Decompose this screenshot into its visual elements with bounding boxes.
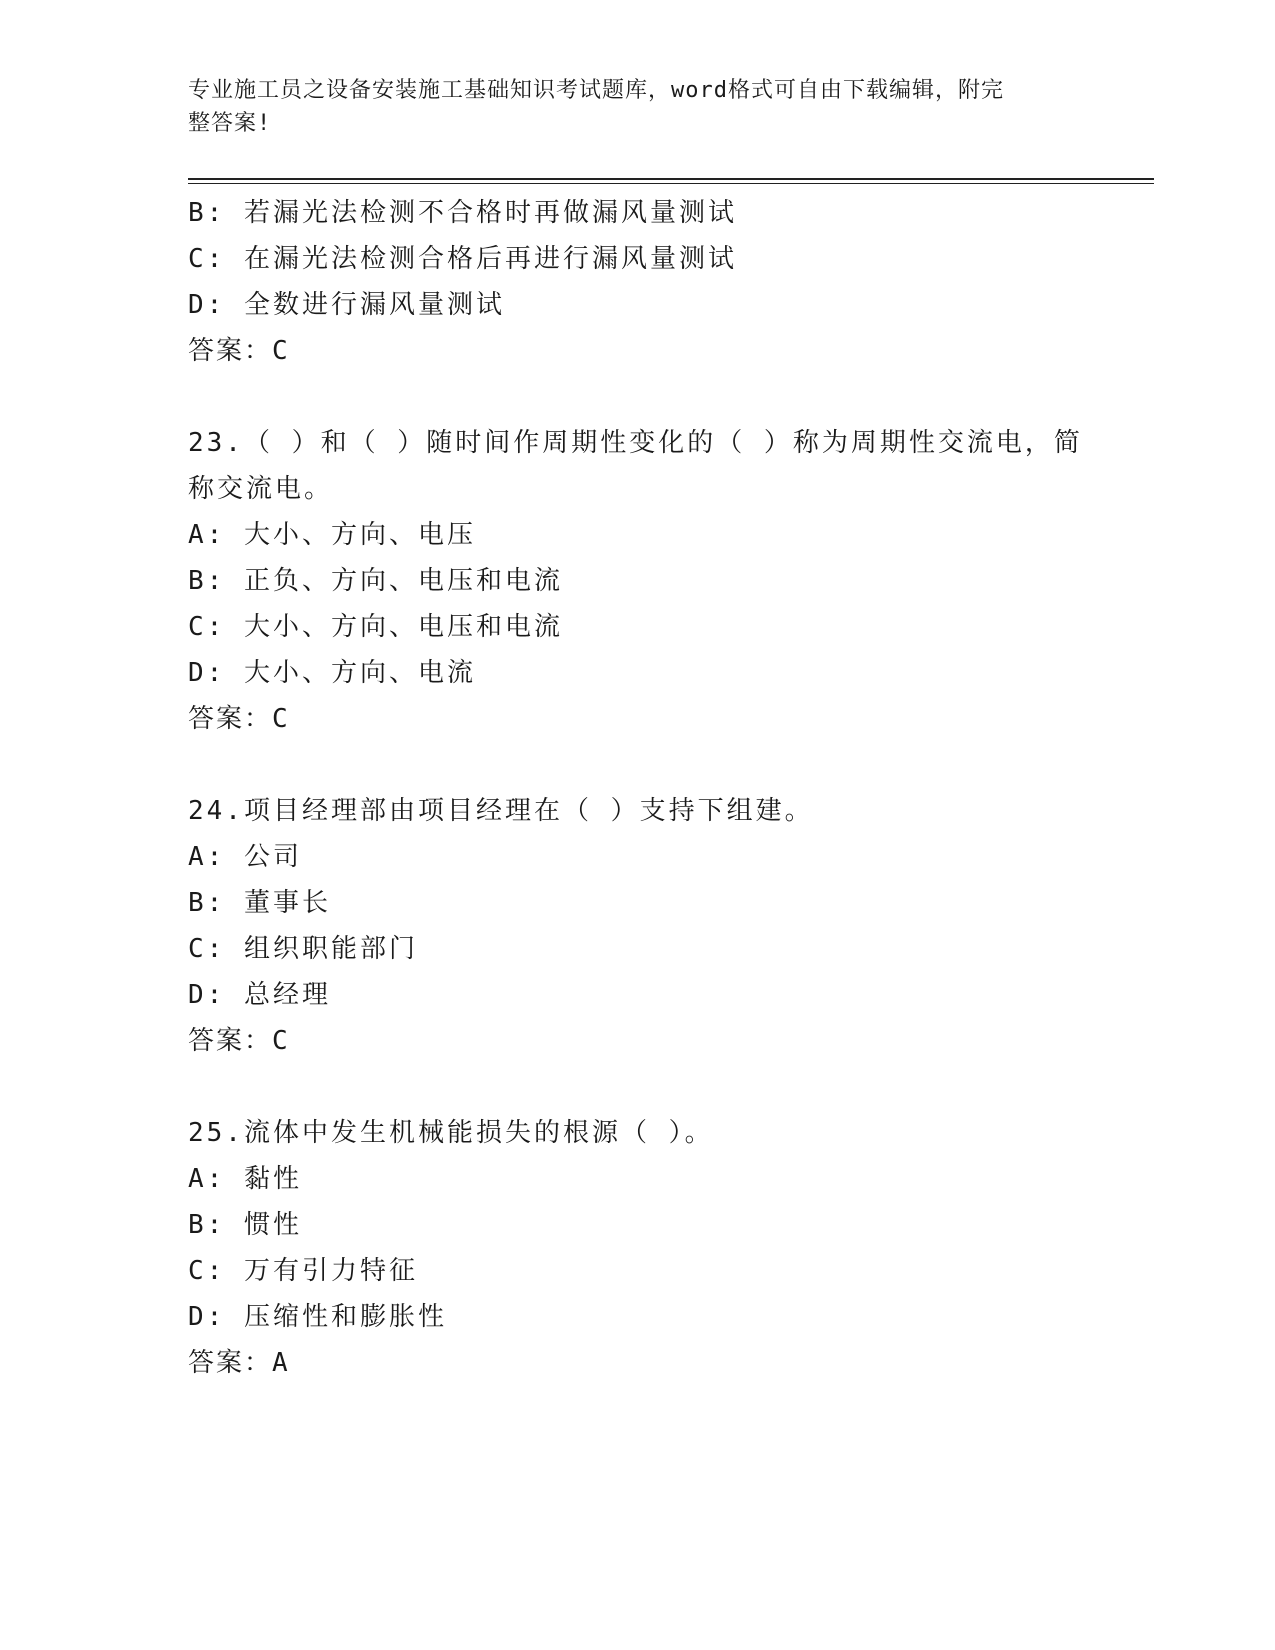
option-d: D: 压缩性和膨胀性 (188, 1302, 447, 1332)
option-d: D: 大小、方向、电流 (188, 658, 476, 688)
header-line-2: 整答案! (188, 111, 272, 136)
question-stem: 24.项目经理部由项目经理在（ ）支持下组建。 (188, 796, 814, 826)
question-24 (188, 788, 1088, 1064)
option-b: B: 正负、方向、电压和电流 (188, 566, 563, 596)
answer-line: 答案：C (188, 1026, 290, 1056)
question-23 (188, 420, 1088, 742)
header-line-1: 专业施工员之设备安装施工基础知识考试题库，word格式可自由下载编辑，附完 (188, 78, 1004, 103)
question-list (188, 190, 1088, 1386)
option-c: C: 大小、方向、电压和电流 (188, 612, 563, 642)
option-b: B: 若漏光法检测不合格时再做漏风量测试 (188, 198, 737, 228)
option-c: C: 在漏光法检测合格后再进行漏风量测试 (188, 244, 737, 274)
option-b: B: 惯性 (188, 1210, 302, 1240)
question-25 (188, 1110, 1088, 1386)
question-stem: 23.（ ）和（ ）随时间作周期性变化的（ ）称为周期性交流电，简 (188, 428, 1083, 458)
option-c: C: 组织职能部门 (188, 934, 418, 964)
option-d: D: 总经理 (188, 980, 331, 1010)
header-divider-thick (188, 178, 1154, 180)
question-gap (188, 374, 1088, 420)
option-c: C: 万有引力特征 (188, 1256, 418, 1286)
question-gap (188, 742, 1088, 788)
option-b: B: 董事长 (188, 888, 331, 918)
header-divider-thin (188, 183, 1154, 184)
question-stem: 25.流体中发生机械能损失的根源（ ）。 (188, 1118, 714, 1148)
option-a: A: 大小、方向、电压 (188, 520, 476, 550)
option-d: D: 全数进行漏风量测试 (188, 290, 505, 320)
answer-line: 答案：C (188, 704, 290, 734)
document-header (188, 74, 1068, 140)
answer-line: 答案：C (188, 336, 290, 366)
answer-line: 答案：A (188, 1348, 290, 1378)
question-gap (188, 1064, 1088, 1110)
option-a: A: 黏性 (188, 1164, 302, 1194)
question-stem-cont: 称交流电。 (188, 474, 334, 504)
option-a: A: 公司 (188, 842, 302, 872)
question-22-tail (188, 190, 1088, 374)
